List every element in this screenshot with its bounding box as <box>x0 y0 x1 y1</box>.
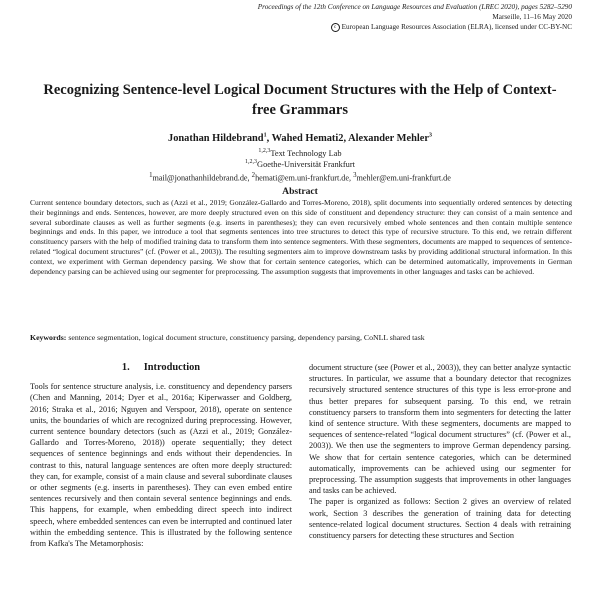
email-sup: 2 <box>251 172 256 179</box>
intro-paragraph: Tools for sentence structure analysis, i.e. constituency and dependency parsers (Chen and Manning, 2014; Dyer et al., 2016a; Kiperwasser and Goldberg, 2016; Straka et al., 2016; Nguyen and Verspoor, 2018), operate on sentence units, the boundaries of which are recognized during preprocessing. However, current sentence boundary detectors (such as (Azzi et al., 2019; González-Gallardo and Torres-Moreno, 2018)) operate sequentially; they detect sequences of sentence beginnings and ends without their dependencies. In contrast to this, natural language sentences are often more deeply structured: they can, for example, consist of a main clause and several subordinate clauses or other segments (e.g. inserts in parentheses). They can even embed entire sentences recursively and then contain several sentence beginnings and ends. This happens, for example, when embedding direct speech into indirect speech, where embedded sentences can even be interrupted and continued later within the embedding sentence. This is illustrated by the following sentence from Kafka's The Metamorphosis: <box>30 382 292 549</box>
abstract-heading: Abstract <box>282 186 318 197</box>
license-line <box>242 22 572 32</box>
email-sup: 1 <box>149 172 153 179</box>
left-column <box>30 362 292 549</box>
proceedings-line: Proceedings of the 12th Conference on Language Resources and Evaluation (LREC 2020), pages 5282–5290 <box>257 3 572 11</box>
intro-paragraph-continued: document structure (see (Power et al., 2003)), they can better analyze syntactic structures. In particular, we assume that a boundary detector that recognizes recursively structured sentence structures of this type is less error-prone and thus better prepares for subsequent parsing. To this end, we retrain constituency parsers to transform them into segmenters for detecting the latter kind of sentence structure. With these segmenters, documents are mapped to sequences of sentence-related “logical document structures” (cf. (Power et al., 2003)). We then use the segmenters to improve German dependency parsing. We show that for certain sentence categories, which can be determined automatically, improvements can be achieved using our segmenter for preprocessing. The assumption suggests that improvements in other languages and tasks can be achieved. <box>309 363 571 496</box>
keywords-label: Keywords: <box>30 333 67 342</box>
author-emails <box>40 172 560 183</box>
author-sep: , <box>266 133 272 144</box>
keywords-text: sentence segmentation, logical document structure, constituency parsing, dependency parsing, CoNLL shared task <box>66 333 425 342</box>
section-title: Introduction <box>143 362 201 373</box>
author-list <box>40 133 560 144</box>
affiliation-text: Text Technology Lab <box>270 149 342 158</box>
section-heading <box>30 362 292 373</box>
email-sup: 3 <box>353 172 357 179</box>
affiliation-lab <box>40 149 560 158</box>
email-3: mehler@em.uni-frankfurt.de <box>356 173 451 183</box>
paper-title: Recognizing Sentence-level Logical Document Structures with the Help of Context-free Grammars <box>43 82 557 118</box>
email-2: hemati@em.uni-frankfurt.de, <box>255 173 354 183</box>
location-line: Marseille, 11–16 May 2020 <box>492 13 572 21</box>
copyright-icon: c <box>331 23 340 32</box>
keywords <box>30 333 572 342</box>
author-sep: , <box>343 133 349 144</box>
license-text: European Language Resources Association (ELRA), licensed under CC-BY-NC <box>341 23 572 31</box>
section-number: 1. <box>121 362 130 373</box>
email-1: mail@jonathanhildebrand.de, <box>152 173 252 183</box>
author-1-sup: 1 <box>263 132 267 139</box>
affiliation-sup: 1,2,3 <box>258 148 271 155</box>
affiliation-university <box>40 160 560 169</box>
organization-paragraph: The paper is organized as follows: Section 2 gives an overview of related work, Section 3 describes the generation of training data for detecting sentence-related logical document structures. Section 4 deals with retraining constituency parsers for detecting these structures and Section <box>309 497 571 541</box>
author-3: Alexander Mehler <box>348 133 429 144</box>
author-1: Jonathan Hildebrand <box>168 133 264 144</box>
affiliation-text: Goethe-Universität Frankfurt <box>257 160 355 169</box>
affiliation-sup: 1,2,3 <box>245 159 258 166</box>
author-3-sup: 3 <box>429 132 432 139</box>
abstract-text: Current sentence boundary detectors, such as (Azzi et al., 2019; González-Gallardo and Torres-Moreno, 2018), split documents into sequentially ordered sentences by detecting their beginnings and ends. Sentences, however, are more deeply structured even on this side of constituent and dependency structure: they can consist of a main sentence and several subordinate clauses as well as further segments (e.g. inserts in parentheses); they can even recursively embed whole sentences and then contain multiple sentence beginnings and ends. In this paper, we introduce a tool that segments sentences into tree structures to detect this type of recursive structure. To this end, we retrain different constituency parsers with the help of modified training data to transform them into sentence segmenters. With these segmenters, documents are mapped to sequences of sentence-related “logical document structures” (cf. (Power et al., 2003)). The resulting segmenters aim to improve downstream tasks by providing additional structural information. In this context, we experiment with German dependency parsing. We show that for certain sentence categories, which can be determined automatically, improvements in German dependency parsing can be achieved using our segmenter for preprocessing. The assumption suggests that improvements in other languages and tasks can be achieved. <box>30 198 572 276</box>
author-2: Wahed Hemati2 <box>271 133 344 144</box>
proceedings-header <box>242 2 572 32</box>
right-column <box>309 362 571 541</box>
